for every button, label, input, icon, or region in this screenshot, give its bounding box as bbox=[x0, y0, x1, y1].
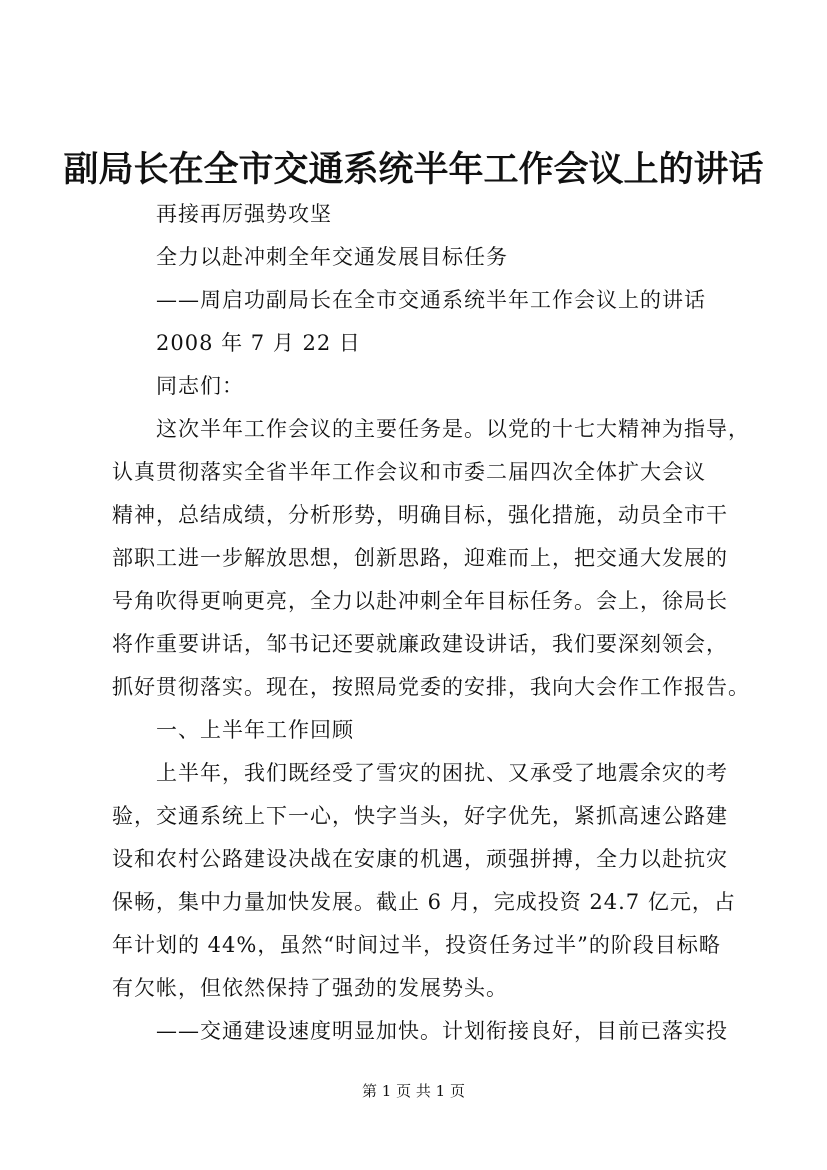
body-line: 部职工进一步解放思想，创新思路，迎难而上，把交通大发展的 bbox=[112, 546, 728, 570]
section-heading: 一、上半年工作回顾 bbox=[156, 718, 354, 742]
body-line: 验，交通系统上下一心，快字当头，好字优先，紧抓高速公路建 bbox=[112, 804, 728, 828]
body-line: 上半年，我们既经受了雪灾的困扰、又承受了地震余灾的考 bbox=[156, 761, 728, 785]
body-line: 将作重要讲话，邹书记还要就廉政建设讲话，我们要深刻领会， bbox=[112, 632, 728, 656]
salutation: 同志们： bbox=[156, 374, 244, 398]
body-line: 抓好贯彻落实。现在，按照局党委的安排，我向大会作工作报告。 bbox=[112, 675, 750, 699]
body-line: 认真贯彻落实全省半年工作会议和市委二届四次全体扩大会议 bbox=[112, 460, 706, 484]
body-line: 保畅，集中力量加快发展。截止 6 月，完成投资 24.7 亿元，占 bbox=[112, 890, 736, 914]
document-title: 副局长在全市交通系统半年工作会议上的讲话 bbox=[63, 149, 764, 190]
page-footer: 第 1 页 共 1 页 bbox=[362, 1082, 465, 1100]
body-line: 这次半年工作会议的主要任务是。以党的十七大精神为指导， bbox=[156, 417, 750, 441]
body-line: 号角吹得更响更亮，全力以赴冲刺全年目标任务。会上，徐局长 bbox=[112, 589, 728, 613]
subtitle-line-1: 再接再厉强势攻坚 bbox=[156, 202, 332, 226]
subtitle-line-2: 全力以赴冲刺全年交通发展目标任务 bbox=[156, 245, 508, 269]
byline: ——周启功副局长在全市交通系统半年工作会议上的讲话 bbox=[156, 288, 706, 312]
body-line: ——交通建设速度明显加快。计划衔接良好，目前已落实投 bbox=[156, 1019, 728, 1043]
body-line: 有欠帐，但依然保持了强劲的发展势头。 bbox=[112, 976, 508, 1000]
date-line: 2008 年 7 月 22 日 bbox=[156, 331, 361, 355]
body-line: 精神，总结成绩，分析形势，明确目标，强化措施，动员全市干 bbox=[112, 503, 728, 527]
body-line: 设和农村公路建设决战在安康的机遇，顽强拼搏，全力以赴抗灾 bbox=[112, 847, 728, 871]
body-line: 年计划的 44%，虽然“时间过半，投资任务过半”的阶段目标略 bbox=[112, 933, 721, 957]
